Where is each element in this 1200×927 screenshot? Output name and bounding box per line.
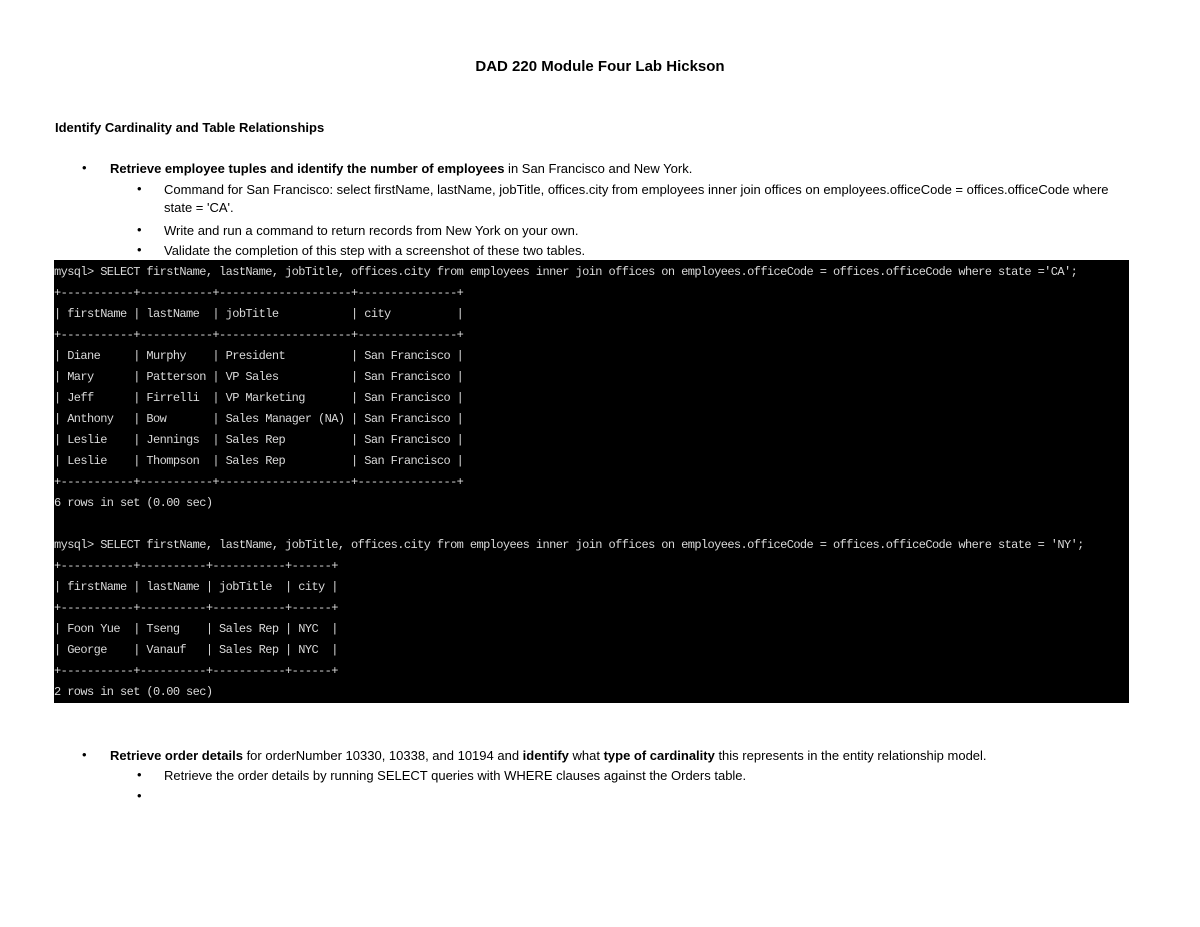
terminal-line: | firstName | lastName | jobTitle | city | [54, 580, 338, 594]
sub-bullet-marker: • [137, 181, 142, 196]
sub-bullet-command-sf: Command for San Francisco: select firstName, lastName, jobTitle, offices.city from employees inner join offices on employees.officeCode = offices.officeCode where state = 'CA'. [164, 182, 1109, 215]
terminal-line: | Leslie | Jennings | Sales Rep | San Francisco | [54, 433, 464, 447]
terminal-line: mysql> SELECT firstName, lastName, jobTitle, offices.city from employees inner join offices on employees.officeCode = offices.officeCode where state ='CA'; [54, 265, 1078, 279]
terminal-line: | George | Vanauf | Sales Rep | NYC | [54, 643, 338, 657]
terminal-line: | Anthony | Bow | Sales Manager (NA) | San Francisco | [54, 412, 464, 426]
terminal-line: | Foon Yue | Tseng | Sales Rep | NYC | [54, 622, 338, 636]
terminal-line: | Jeff | Firrelli | VP Marketing | San Francisco | [54, 391, 464, 405]
terminal-line: +-----------+----------+-----------+------+ [54, 601, 338, 615]
sub-bullet-marker: • [137, 767, 142, 782]
bullet-retrieve-employees [110, 160, 692, 177]
bullet-text: this represents in the entity relationship model. [714, 748, 987, 763]
terminal-line: +-----------+-----------+--------------------+---------------+ [54, 286, 464, 300]
sub-bullet-marker: • [137, 222, 142, 237]
section-heading: Identify Cardinality and Table Relationships [55, 120, 325, 135]
terminal-screenshot [54, 260, 1129, 703]
bullet-marker: • [82, 160, 87, 175]
sub-bullet-marker: • [137, 242, 142, 257]
terminal-line: 6 rows in set (0.00 sec) [54, 496, 213, 510]
bullet-bold-text: Retrieve order details [110, 748, 243, 763]
bullet-bold-text: identify [522, 748, 569, 763]
bullet-retrieve-orders [110, 747, 1190, 764]
terminal-line: +-----------+----------+-----------+------+ [54, 559, 338, 573]
terminal-line [54, 514, 1129, 535]
page-title: DAD 220 Module Four Lab Hickson [475, 58, 725, 75]
terminal-line: | Mary | Patterson | VP Sales | San Francisco | [54, 370, 464, 384]
bullet-text: what [568, 748, 604, 763]
terminal-line: | firstName | lastName | jobTitle | city | [54, 307, 464, 321]
sub-bullet-write-ny: Write and run a command to return records from New York on your own. [164, 223, 579, 238]
bullet-text: in San Francisco and New York. [504, 161, 693, 176]
terminal-line: | Leslie | Thompson | Sales Rep | San Francisco | [54, 454, 464, 468]
terminal-line: mysql> SELECT firstName, lastName, jobTitle, offices.city from employees inner join offices on employees.officeCode = offices.officeCode where state = 'NY'; [54, 538, 1084, 552]
terminal-output [54, 260, 1129, 703]
terminal-line: +-----------+----------+-----------+------+ [54, 664, 338, 678]
bullet-marker: • [82, 747, 87, 762]
bullet-bold-text: Retrieve employee tuples and identify the number of employees [110, 161, 505, 176]
bullet-bold-text: type of cardinality [603, 748, 715, 763]
bullet-text: for orderNumber 10330, 10338, and 10194 and [242, 748, 523, 763]
terminal-line: 2 rows in set (0.00 sec) [54, 685, 213, 699]
terminal-line: +-----------+-----------+--------------------+---------------+ [54, 328, 464, 342]
terminal-line: | Diane | Murphy | President | San Francisco | [54, 349, 464, 363]
sub-bullet-marker: • [137, 788, 142, 803]
sub-bullet-validate: Validate the completion of this step with a screenshot of these two tables. [164, 243, 586, 258]
terminal-line: +-----------+-----------+--------------------+---------------+ [54, 475, 464, 489]
sub-bullet-retrieve-orders: Retrieve the order details by running SELECT queries with WHERE clauses against the Orders table. [164, 768, 747, 783]
